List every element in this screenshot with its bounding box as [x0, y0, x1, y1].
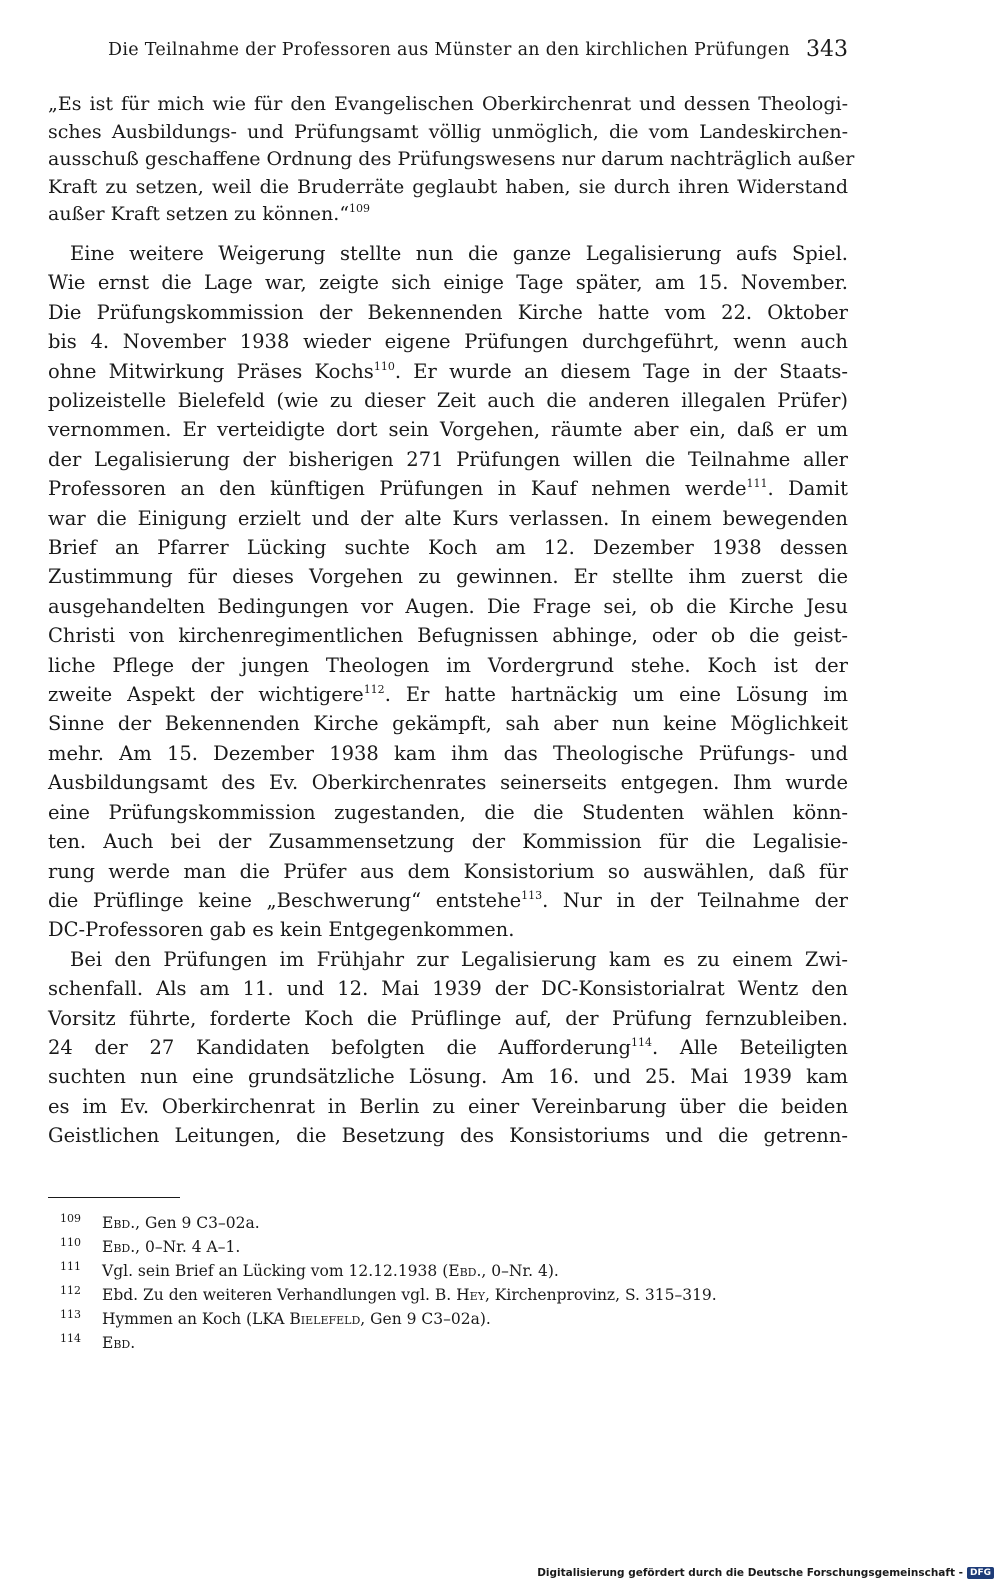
footnote-111: 111 Vgl. sein Brief an Lücking vom 12.12.1938 (Ebd., 0–Nr. 4).	[60, 1260, 559, 1280]
footnotes	[60, 1211, 860, 1355]
text-line: Christi von kirchenregimentlichen Befugnissen abhinge, oder ob die geist-	[48, 624, 848, 648]
footnote-ref: 114	[630, 1035, 652, 1049]
text-line: es im Ev. Oberkirchenrat in Berlin zu einer Vereinbarung über die beiden	[48, 1094, 848, 1118]
footnote-ref: 109	[349, 202, 371, 216]
text-line: eine Prüfungskommission zugestanden, die die Studenten wählen könn-	[48, 800, 848, 824]
text-line: ausgehandelten Bedingungen vor Augen. Die Frage sei, ob die Kirche Jesu	[48, 594, 848, 618]
text-line: mehr. Am 15. Dezember 1938 kam ihm das Theologische Prüfungs- und	[48, 741, 848, 765]
digitization-credit	[537, 1567, 994, 1579]
text-line: die Prüflinge keine „Beschwerung“ entstehe$^{113}$. Nur in der Teilnahme der	[48, 888, 848, 912]
text-line: der Legalisierung der bisherigen 271 Prüfungen willen die Teilnahme aller	[48, 447, 848, 471]
text-line: Ausbildungsamt des Ev. Oberkirchenrates seinerseits entgegen. Ihm wurde	[48, 771, 848, 795]
running-title: Die Teilnahme der Professoren aus Münster an den kirchlichen Prüfungen	[108, 40, 790, 60]
footnote-110: 110 Ebd., 0–Nr. 4 A–1.	[60, 1236, 241, 1256]
body-text	[48, 91, 855, 1151]
footnote-ref: 112	[363, 683, 385, 697]
quote-line: außer Kraft setzen zu können.“$^{109}$	[48, 202, 371, 226]
text-line: ohne Mitwirkung Präses Kochs$^{110}$. Er wurde an diesem Tage in der Staats-	[48, 359, 849, 383]
page-number: 343	[806, 37, 848, 62]
footnote-109: 109 Ebd., Gen 9 C3–02a.	[60, 1212, 260, 1232]
text-line: Professoren an den künftigen Prüfungen in Kauf nehmen werde$^{111}$. Damit	[48, 477, 848, 501]
text-line: DC-Professoren gab es kein Entgegenkommen.	[48, 918, 515, 942]
paragraph	[48, 239, 848, 945]
footnote-ref: 113	[521, 888, 543, 902]
block-quote	[48, 91, 855, 229]
quote-line: sches Ausbildungs- und Prüfungsamt völlig unmöglich, die vom Landeskirchen-	[48, 120, 848, 143]
text-line: Bei den Prüfungen im Frühjahr zur Legalisierung kam es zu einem Zwi-	[70, 947, 848, 971]
text-line: 24 der 27 Kandidaten befolgten die Aufforderung$^{114}$. Alle Beteiligten	[48, 1035, 848, 1059]
text-line: Geistlichen Leitungen, die Besetzung des Konsistoriums und die getrenn-	[48, 1124, 848, 1148]
paragraph	[48, 945, 848, 1151]
footnote-113: 113 Hymmen an Koch (LKA Bielefeld, Gen 9 C3–02a).	[60, 1308, 491, 1328]
text-line: schenfall. Als am 11. und 12. Mai 1939 der DC-Konsistorialrat Wentz den	[48, 977, 848, 1001]
text-line: Sinne der Bekennenden Kirche gekämpft, sah aber nun keine Möglichkeit	[48, 712, 848, 736]
quote-line: Kraft zu setzen, weil die Bruderräte geglaubt haben, sie durch ihren Widerstand	[48, 175, 848, 198]
text-line: vernommen. Er verteidigte dort sein Vorgehen, räumte aber ein, daß er um	[48, 418, 848, 442]
dfg-logo: DFG	[967, 1567, 994, 1579]
quote-line: „Es ist für mich wie für den Evangelischen Oberkirchenrat und dessen Theologi-	[48, 93, 848, 115]
text-line: liche Pflege der jungen Theologen im Vordergrund stehe. Koch ist der	[48, 653, 848, 677]
text-line: Brief an Pfarrer Lücking suchte Koch am 12. Dezember 1938 dessen	[48, 536, 848, 560]
footnote-divider	[48, 1197, 180, 1198]
text-line: Die Prüfungskommission der Bekennenden Kirche hatte vom 22. Oktober	[48, 300, 848, 324]
text-line: zweite Aspekt der wichtigere$^{112}$. Er hatte hartnäckig um eine Lösung im	[48, 683, 848, 707]
footnote-112: 112 Ebd. Zu den weiteren Verhandlungen vgl. B. Hey, Kirchenprovinz, S. 315–319.	[60, 1284, 717, 1304]
text-line: rung werde man die Prüfer aus dem Konsistorium so auswählen, daß für	[48, 859, 848, 883]
text-line: polizeistelle Bielefeld (wie zu dieser Zeit auch die anderen illegalen Prüfer)	[48, 389, 848, 412]
credit-text: Digitalisierung gefördert durch die Deutsche Forschungsgemeinschaft -	[537, 1567, 963, 1579]
text-line: suchten nun eine grundsätzliche Lösung. Am 16. und 25. Mai 1939 kam	[48, 1065, 848, 1089]
text-line: Wie ernst die Lage war, zeigte sich einige Tage später, am 15. November.	[48, 271, 848, 295]
footnote-ref: 111	[746, 477, 768, 491]
text-line: Eine weitere Weigerung stellte nun die ganze Legalisierung aufs Spiel.	[70, 241, 848, 265]
text-line: ten. Auch bei der Zusammensetzung der Kommission für die Legalisie-	[48, 830, 848, 854]
footnote-114: 114 Ebd.	[60, 1332, 136, 1352]
text-line: bis 4. November 1938 wieder eigene Prüfungen durchgeführt, wenn auch	[48, 330, 848, 354]
footnote-ref: 110	[373, 359, 395, 373]
quote-line: ausschuß geschaffene Ordnung des Prüfungswesens nur darum nachträglich außer	[48, 148, 855, 171]
text-line: Zustimmung für dieses Vorgehen zu gewinnen. Er stellte ihm zuerst die	[48, 565, 848, 589]
text-line: war die Einigung erzielt und der alte Kurs verlassen. In einem bewegenden	[48, 506, 848, 530]
text-line: Vorsitz führte, forderte Koch die Prüflinge auf, der Prüfung fernzubleiben.	[48, 1006, 848, 1030]
